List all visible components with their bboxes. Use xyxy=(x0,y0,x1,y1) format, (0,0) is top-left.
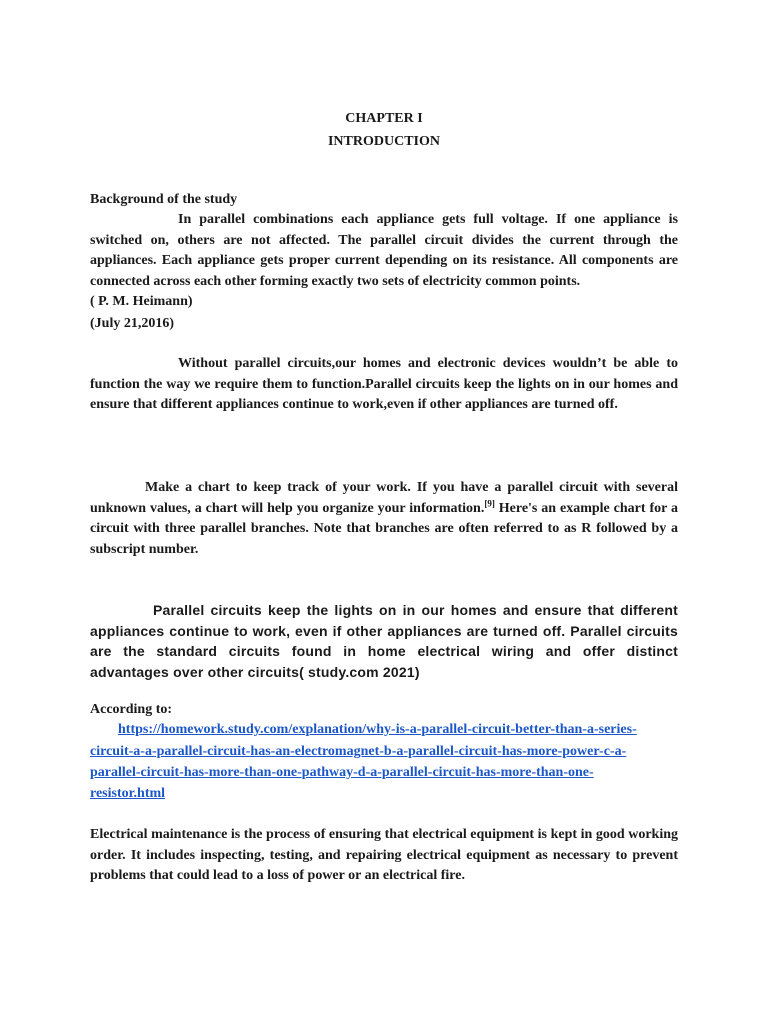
source-link-line-3[interactable]: parallel-circuit-has-more-than-one-pathway-d-a-parallel-circuit-has-more-than-one- xyxy=(90,765,594,780)
source-link-line-2[interactable]: circuit-a-a-parallel-circuit-has-an-electromagnet-b-a-parallel-circuit-has-more-power-c-a- xyxy=(90,744,627,759)
section-label: Background of the study xyxy=(90,192,238,207)
background-paragraph: In parallel combinations each appliance gets full voltage. If one appliance is switched on, others are not affected. The parallel circuit divides the current through the appliances. Each appliance gets proper current depending on its resistance. All components are connected across each other forming exactly two sets of electricity common points. xyxy=(90,212,678,289)
paragraph-chart-tip xyxy=(90,478,678,560)
chapter-title: INTRODUCTION xyxy=(327,134,440,149)
chapter-number: CHAPTER I xyxy=(345,111,423,126)
according-label: According to: xyxy=(90,702,173,717)
paragraph-parallel-importance: Without parallel circuits,our homes and electronic devices wouldn’t be able to function the way we require them to function.Parallel circuits keep the lights on in our homes and ensure that different appliances continue to work,even if other appliances are turned off. xyxy=(90,356,678,412)
chart-tip-text: Make a chart to keep track of your work. If you have a parallel circuit with several unknown values, a chart will help you organize your information. xyxy=(90,480,678,516)
source-link-line-1[interactable]: https://homework.study.com/explanation/why-is-a-parallel-circuit-better-than-a-series- xyxy=(118,722,637,737)
paragraph-home-wiring: Parallel circuits keep the lights on in our homes and ensure that different appliances continue to work, even if other appliances are turned off. Parallel circuits are the standard circuits found in home electrical wiring and offer distinct advantages over other circuits( study.com 2021) xyxy=(90,602,678,680)
chart-tip-text-continued: Here's an example chart for a circuit with three parallel branches. Note that branches are often referred to as R followed by a subscript number. xyxy=(90,500,678,557)
citation-author: ( P. M. Heimann) xyxy=(90,294,193,309)
source-link-line-4[interactable]: resistor.html xyxy=(90,786,166,801)
citation-date: (July 21,2016) xyxy=(90,316,174,331)
paragraph-maintenance: Electrical maintenance is the process of ensuring that electrical equipment is kept in good working order. It includes inspecting, testing, and repairing electrical equipment as necessary to prevent problems that could lead to a loss of power or an electrical fire. xyxy=(90,827,678,883)
reference-marker: [9] xyxy=(484,497,495,508)
